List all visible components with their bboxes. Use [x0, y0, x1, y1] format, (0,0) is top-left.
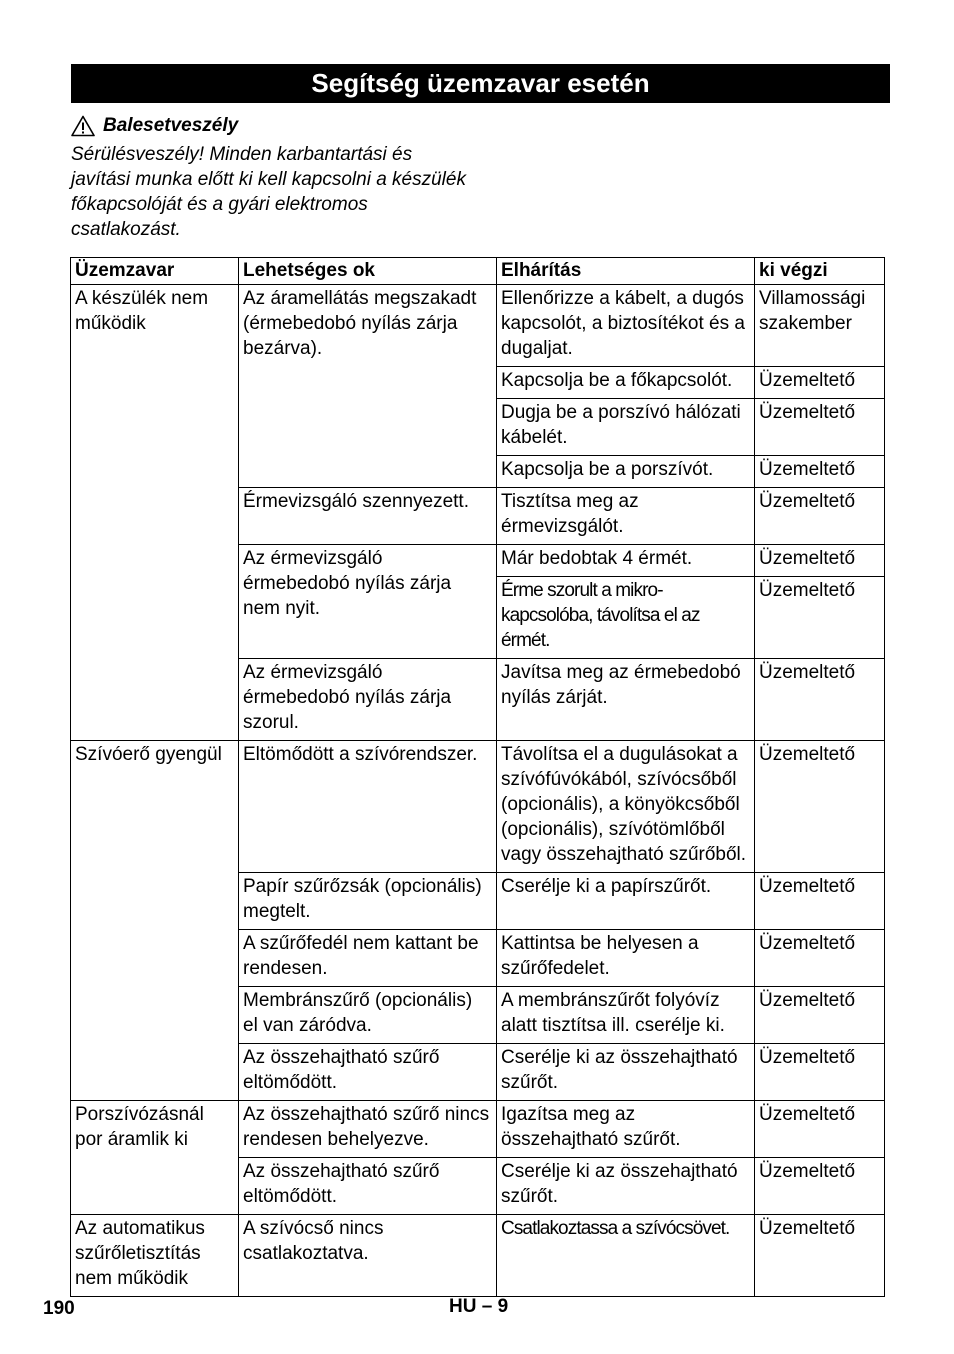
- remedy-cell: Ellenőrizze a kábelt, a dugós kapcsolót, a biztosítékot és a dugaljat.: [497, 285, 755, 367]
- remedy-cell: Kapcsolja be a főkapcsolót.: [497, 367, 755, 399]
- performed-by-cell: Üzemeltető: [755, 873, 885, 930]
- performed-by-cell: Üzemeltető: [755, 1158, 885, 1215]
- table-header-row: [71, 258, 885, 285]
- cause-cell: Papír szűrőzsák (opcionális) megtelt.: [239, 873, 497, 930]
- performed-by-cell: Üzemeltető: [755, 367, 885, 399]
- remedy-cell: Már bedobtak 4 érmét.: [497, 545, 755, 577]
- remedy-cell: A membránszűrőt folyóvíz alatt tisztítsa ill. cserélje ki.: [497, 987, 755, 1044]
- remedy-cell: Cserélje ki a papírszűrőt.: [497, 873, 755, 930]
- performed-by-cell: Villamossági szakember: [755, 285, 885, 367]
- table-row: [71, 285, 885, 367]
- performed-by-cell: Üzemeltető: [755, 659, 885, 741]
- cause-cell: A szívócső nincs csatlakoztatva.: [239, 1215, 497, 1297]
- fault-cell: Az automatikus szűrőletisztítás nem működik: [71, 1215, 239, 1297]
- fault-cell: Szívóerő gyengül: [71, 741, 239, 1101]
- warning-heading: [71, 113, 471, 138]
- cause-cell: Eltömődött a szívórendszer.: [239, 741, 497, 873]
- fault-cell: Porszívózásnál por áramlik ki: [71, 1101, 239, 1215]
- remedy-cell: Dugja be a porszívó hálózati kábelét.: [497, 399, 755, 456]
- remedy-cell: Javítsa meg az érmebedobó nyílás zárját.: [497, 659, 755, 741]
- performed-by-cell: Üzemeltető: [755, 987, 885, 1044]
- remedy-cell: Csatlakoztassa a szívócsövet.: [497, 1215, 755, 1297]
- warning-block: [71, 113, 471, 242]
- header-cause: Lehetséges ok: [239, 258, 497, 285]
- warning-triangle-icon: [71, 115, 95, 137]
- remedy-cell: Tisztítsa meg az érmevizsgálót.: [497, 488, 755, 545]
- remedy-cell: Kapcsolja be a porszívót.: [497, 456, 755, 488]
- cause-cell: Az összehajtható szűrő eltömődött.: [239, 1158, 497, 1215]
- warning-text: Sérülésveszély! Minden karbantartási és javítási munka előtt ki kell kapcsolni a készülék főkapcsolóját és a gyári elektromos csatlakozást.: [71, 144, 466, 240]
- performed-by-cell: Üzemeltető: [755, 741, 885, 873]
- cause-cell: Membránszűrő (opcionális) el van záródva.: [239, 987, 497, 1044]
- table-row: [71, 1215, 885, 1297]
- performed-by-cell: Üzemeltető: [755, 1101, 885, 1158]
- performed-by-cell: Üzemeltető: [755, 1044, 885, 1101]
- remedy-cell: Cserélje ki az összehajtható szűrőt.: [497, 1044, 755, 1101]
- header-performed-by: ki végzi: [755, 258, 885, 285]
- performed-by-cell: Üzemeltető: [755, 577, 885, 659]
- cause-cell: Az érmevizsgáló érmebedobó nyílás zárja szorul.: [239, 659, 497, 741]
- troubleshooting-table: [70, 257, 885, 1297]
- performed-by-cell: Üzemeltető: [755, 399, 885, 456]
- performed-by-cell: Üzemeltető: [755, 930, 885, 987]
- cause-cell: Az összehajtható szűrő eltömődött.: [239, 1044, 497, 1101]
- header-remedy: Elhárítás: [497, 258, 755, 285]
- cause-cell: Az összehajtható szűrő nincs rendesen behelyezve.: [239, 1101, 497, 1158]
- warning-heading-text: Balesetveszély: [103, 115, 239, 136]
- language-page-label: HU – 9: [449, 1296, 509, 1317]
- table-row: [71, 741, 885, 873]
- remedy-cell: Távolítsa el a dugulásokat a szívófúvókából, szívócsőből (opcionális), a könyökcsőből (opcionális), szívótömlőből vagy összehajtható szűrőből.: [497, 741, 755, 873]
- performed-by-cell: Üzemeltető: [755, 1215, 885, 1297]
- page-number: 190: [43, 1298, 75, 1319]
- cause-cell: Érmevizsgáló szennyezett.: [239, 488, 497, 545]
- header-fault: Üzemzavar: [71, 258, 239, 285]
- remedy-cell: Kattintsa be helyesen a szűrőfedelet.: [497, 930, 755, 987]
- cause-cell: A szűrőfedél nem kattant be rendesen.: [239, 930, 497, 987]
- performed-by-cell: Üzemeltető: [755, 488, 885, 545]
- remedy-cell: Érme szorult a mikro-kapcsolóba, távolítsa el az érmét.: [497, 577, 755, 659]
- page-title: Segítség üzemzavar esetén: [71, 64, 890, 103]
- cause-cell: Az érmevizsgáló érmebedobó nyílás zárja nem nyit.: [239, 545, 497, 659]
- performed-by-cell: Üzemeltető: [755, 456, 885, 488]
- remedy-cell: Cserélje ki az összehajtható szűrőt.: [497, 1158, 755, 1215]
- performed-by-cell: Üzemeltető: [755, 545, 885, 577]
- fault-cell: A készülék nem működik: [71, 285, 239, 741]
- remedy-cell: Igazítsa meg az összehajtható szűrőt.: [497, 1101, 755, 1158]
- table-row: [71, 1101, 885, 1158]
- cause-cell: Az áramellátás megszakadt (érmebedobó nyílás zárja bezárva).: [239, 285, 497, 488]
